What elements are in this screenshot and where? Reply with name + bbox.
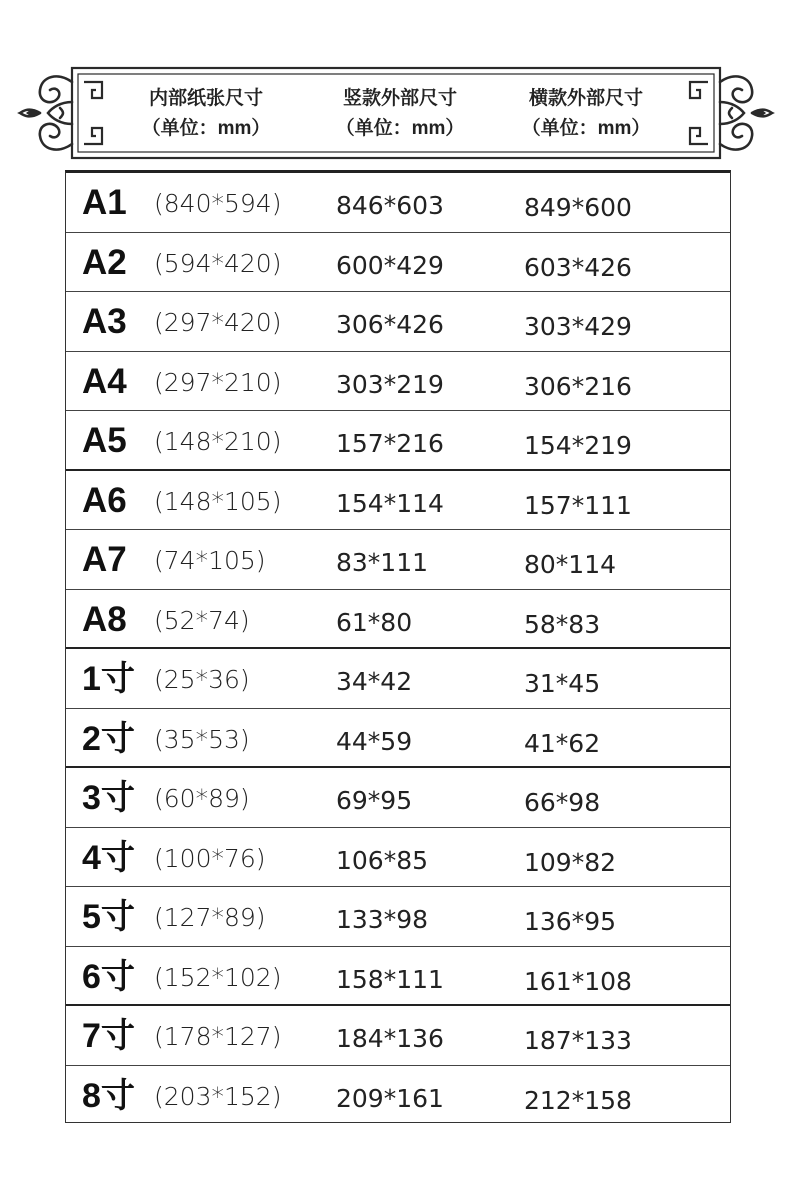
paper-code: 6寸	[82, 957, 135, 996]
horizontal-size: 109*82	[524, 847, 617, 877]
vertical-size: 846*603	[336, 191, 444, 220]
table-row	[66, 649, 730, 709]
horizontal-size: 849*600	[524, 193, 632, 222]
header-vertical-size-title: 竖款外部尺寸	[342, 88, 457, 109]
vertical-size: 158*111	[336, 964, 444, 994]
vertical-size: 303*219	[336, 369, 444, 399]
vertical-size: 154*114	[336, 488, 444, 518]
table-row	[66, 530, 730, 590]
inner-size: (178*127)	[154, 1022, 282, 1051]
header-horizontal-size	[486, 84, 686, 144]
horizontal-size: 306*216	[524, 371, 632, 401]
horizontal-size: 41*62	[524, 728, 601, 758]
paper-code: 7寸	[82, 1017, 135, 1055]
paper-code: 8寸	[82, 1076, 135, 1115]
vertical-size: 209*161	[336, 1083, 444, 1113]
table-row	[66, 292, 730, 352]
paper-code: A1	[82, 183, 127, 222]
vertical-size: 61*80	[336, 607, 413, 637]
header-inner-size	[106, 84, 306, 144]
inner-size: (100*76)	[154, 843, 266, 873]
vertical-size: 44*59	[336, 726, 413, 756]
inner-size: (60*89)	[154, 784, 250, 813]
horizontal-size: 136*95	[524, 907, 617, 936]
table-row	[66, 590, 730, 650]
paper-code: 4寸	[82, 838, 135, 877]
paper-code: 5寸	[82, 898, 135, 936]
header-banner	[18, 62, 774, 166]
vertical-size: 306*426	[336, 310, 444, 339]
paper-code: A5	[82, 421, 127, 460]
table-row	[66, 768, 730, 828]
table-row	[66, 709, 730, 769]
inner-size: (25*36)	[154, 665, 250, 694]
horizontal-size: 31*45	[524, 669, 601, 698]
vertical-size: 83*111	[336, 548, 429, 577]
paper-code: A6	[82, 480, 127, 520]
horizontal-size: 603*426	[524, 252, 632, 282]
vertical-size: 157*216	[336, 429, 444, 458]
vertical-size: 600*429	[336, 250, 444, 280]
inner-size: (52*74)	[154, 605, 250, 635]
inner-size: (203*152)	[154, 1081, 282, 1111]
table-row	[66, 947, 730, 1007]
paper-code: A4	[82, 361, 127, 401]
paper-code: 2寸	[82, 719, 135, 758]
inner-size: (297*210)	[154, 367, 282, 397]
inner-size: (152*102)	[154, 962, 282, 992]
table-row	[66, 173, 730, 233]
horizontal-size: 154*219	[524, 431, 632, 460]
header-inner-size-unit: （单位：mm）	[141, 118, 271, 139]
vertical-size: 69*95	[336, 786, 413, 815]
header-vertical-size-unit: （单位：mm）	[335, 118, 465, 139]
paper-code: 1寸	[82, 660, 135, 698]
vertical-size: 184*136	[336, 1024, 444, 1053]
horizontal-size: 80*114	[524, 550, 617, 579]
horizontal-size: 212*158	[524, 1085, 632, 1115]
header-inner-size-title: 内部纸张尺寸	[148, 88, 263, 109]
inner-size: (148*105)	[154, 486, 282, 516]
paper-code: A2	[82, 242, 127, 282]
size-table	[65, 170, 731, 1123]
header-horizontal-size-unit: （单位：mm）	[521, 118, 651, 139]
header-vertical-size	[300, 84, 500, 144]
paper-code: A7	[82, 540, 127, 579]
inner-size: (840*594)	[154, 189, 282, 218]
paper-code: A3	[82, 302, 127, 341]
inner-size: (594*420)	[154, 248, 282, 278]
vertical-size: 133*98	[336, 905, 429, 934]
table-row	[66, 1006, 730, 1066]
horizontal-size: 161*108	[524, 966, 632, 996]
horizontal-size: 157*111	[524, 490, 632, 520]
table-row	[66, 1066, 730, 1126]
vertical-size: 106*85	[336, 845, 429, 875]
horizontal-size: 303*429	[524, 312, 632, 341]
inner-size: (297*420)	[154, 308, 282, 337]
table-row	[66, 352, 730, 412]
horizontal-size: 66*98	[524, 788, 601, 817]
inner-size: (148*210)	[154, 427, 282, 456]
table-row	[66, 233, 730, 293]
paper-code: A8	[82, 599, 127, 639]
inner-size: (74*105)	[154, 546, 266, 575]
inner-size: (35*53)	[154, 724, 250, 754]
inner-size: (127*89)	[154, 903, 266, 932]
vertical-size: 34*42	[336, 667, 413, 696]
paper-code: 3寸	[82, 779, 135, 817]
table-row	[66, 887, 730, 947]
horizontal-size: 58*83	[524, 609, 601, 639]
table-row	[66, 828, 730, 888]
header-horizontal-size-title: 横款外部尺寸	[528, 88, 643, 109]
table-row	[66, 471, 730, 531]
horizontal-size: 187*133	[524, 1026, 632, 1055]
table-row	[66, 411, 730, 471]
